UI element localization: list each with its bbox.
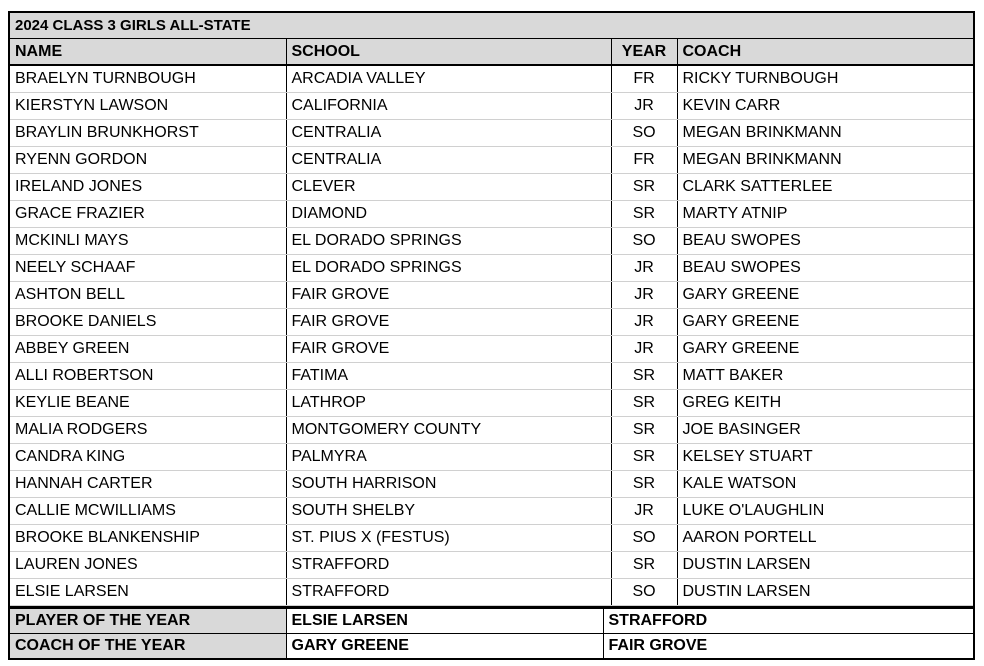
cell-school: FAIR GROVE (286, 309, 611, 336)
cell-year: SR (611, 444, 677, 471)
cell-school: FAIR GROVE (286, 336, 611, 363)
award-row (10, 634, 973, 659)
cell-name: CANDRA KING (10, 444, 286, 471)
cell-school: CENTRALIA (286, 147, 611, 174)
cell-year: SR (611, 363, 677, 390)
cell-coach: KALE WATSON (677, 471, 973, 498)
cell-coach: DUSTIN LARSEN (677, 552, 973, 579)
cell-name: MCKINLI MAYS (10, 228, 286, 255)
cell-year: SO (611, 120, 677, 147)
table-row (10, 363, 973, 390)
cell-school: SOUTH SHELBY (286, 498, 611, 525)
cell-name: NEELY SCHAAF (10, 255, 286, 282)
cell-year: SR (611, 552, 677, 579)
cell-coach: JOE BASINGER (677, 417, 973, 444)
cell-name: ALLI ROBERTSON (10, 363, 286, 390)
cell-coach: MARTY ATNIP (677, 201, 973, 228)
cell-name: KIERSTYN LAWSON (10, 93, 286, 120)
cell-name: LAUREN JONES (10, 552, 286, 579)
table-row (10, 120, 973, 147)
table-row (10, 147, 973, 174)
cell-school: EL DORADO SPRINGS (286, 228, 611, 255)
cell-name: MALIA RODGERS (10, 417, 286, 444)
award-label: COACH OF THE YEAR (10, 634, 286, 659)
cell-year: SO (611, 525, 677, 552)
cell-school: SOUTH HARRISON (286, 471, 611, 498)
cell-name: KEYLIE BEANE (10, 390, 286, 417)
table-row (10, 525, 973, 552)
cell-name: ABBEY GREEN (10, 336, 286, 363)
cell-school: CENTRALIA (286, 120, 611, 147)
cell-name: IRELAND JONES (10, 174, 286, 201)
table-title: 2024 CLASS 3 GIRLS ALL-STATE (10, 13, 973, 39)
cell-year: SR (611, 174, 677, 201)
cell-name: BROOKE DANIELS (10, 309, 286, 336)
cell-coach: BEAU SWOPES (677, 228, 973, 255)
cell-year: JR (611, 282, 677, 309)
cell-coach: GARY GREENE (677, 336, 973, 363)
cell-year: JR (611, 336, 677, 363)
cell-coach: RICKY TURNBOUGH (677, 65, 973, 93)
header-name: NAME (10, 39, 286, 66)
awards-table (10, 606, 973, 658)
cell-school: FATIMA (286, 363, 611, 390)
award-winner: ELSIE LARSEN (286, 608, 603, 634)
cell-year: SR (611, 471, 677, 498)
cell-coach: BEAU SWOPES (677, 255, 973, 282)
table-row (10, 228, 973, 255)
table-row (10, 579, 973, 606)
table-row (10, 309, 973, 336)
table-row (10, 65, 973, 93)
cell-coach: LUKE O'LAUGHLIN (677, 498, 973, 525)
cell-school: ST. PIUS X (FESTUS) (286, 525, 611, 552)
cell-coach: MATT BAKER (677, 363, 973, 390)
cell-coach: DUSTIN LARSEN (677, 579, 973, 606)
cell-year: JR (611, 309, 677, 336)
cell-name: BROOKE BLANKENSHIP (10, 525, 286, 552)
award-rows (10, 608, 973, 659)
cell-coach: MEGAN BRINKMANN (677, 147, 973, 174)
table-row (10, 336, 973, 363)
cell-name: ELSIE LARSEN (10, 579, 286, 606)
cell-coach: CLARK SATTERLEE (677, 174, 973, 201)
cell-year: JR (611, 498, 677, 525)
table-row (10, 282, 973, 309)
header-school: SCHOOL (286, 39, 611, 66)
table-row (10, 444, 973, 471)
award-row (10, 608, 973, 634)
cell-school: EL DORADO SPRINGS (286, 255, 611, 282)
cell-coach: GARY GREENE (677, 282, 973, 309)
player-rows (10, 65, 973, 606)
cell-year: SO (611, 579, 677, 606)
cell-school: FAIR GROVE (286, 282, 611, 309)
table-row (10, 390, 973, 417)
cell-name: HANNAH CARTER (10, 471, 286, 498)
table-row (10, 255, 973, 282)
cell-name: BRAYLIN BRUNKHORST (10, 120, 286, 147)
cell-school: STRAFFORD (286, 579, 611, 606)
cell-school: DIAMOND (286, 201, 611, 228)
cell-coach: GARY GREENE (677, 309, 973, 336)
cell-coach: KEVIN CARR (677, 93, 973, 120)
cell-year: SR (611, 201, 677, 228)
cell-school: ARCADIA VALLEY (286, 65, 611, 93)
cell-year: SR (611, 417, 677, 444)
table-row (10, 417, 973, 444)
cell-school: STRAFFORD (286, 552, 611, 579)
header-year: YEAR (611, 39, 677, 66)
award-school: STRAFFORD (603, 608, 973, 634)
cell-year: FR (611, 147, 677, 174)
cell-name: BRAELYN TURNBOUGH (10, 65, 286, 93)
cell-name: ASHTON BELL (10, 282, 286, 309)
cell-name: RYENN GORDON (10, 147, 286, 174)
cell-school: LATHROP (286, 390, 611, 417)
header-row (10, 39, 973, 66)
table-row (10, 552, 973, 579)
cell-coach: KELSEY STUART (677, 444, 973, 471)
cell-year: JR (611, 93, 677, 120)
award-label: PLAYER OF THE YEAR (10, 608, 286, 634)
cell-year: JR (611, 255, 677, 282)
cell-name: GRACE FRAZIER (10, 201, 286, 228)
roster-table (10, 13, 973, 606)
cell-school: PALMYRA (286, 444, 611, 471)
cell-coach: GREG KEITH (677, 390, 973, 417)
table-row (10, 174, 973, 201)
cell-year: FR (611, 65, 677, 93)
all-state-table (8, 11, 975, 660)
table-row (10, 93, 973, 120)
cell-year: SO (611, 228, 677, 255)
cell-coach: MEGAN BRINKMANN (677, 120, 973, 147)
cell-school: CLEVER (286, 174, 611, 201)
table-row (10, 201, 973, 228)
award-winner: GARY GREENE (286, 634, 603, 659)
cell-name: CALLIE MCWILLIAMS (10, 498, 286, 525)
table-row (10, 498, 973, 525)
cell-school: MONTGOMERY COUNTY (286, 417, 611, 444)
table-row (10, 471, 973, 498)
award-school: FAIR GROVE (608, 637, 708, 654)
cell-coach: AARON PORTELL (677, 525, 973, 552)
header-coach: COACH (677, 39, 973, 66)
cell-year: SR (611, 390, 677, 417)
cell-school: CALIFORNIA (286, 93, 611, 120)
title-row (10, 13, 973, 39)
